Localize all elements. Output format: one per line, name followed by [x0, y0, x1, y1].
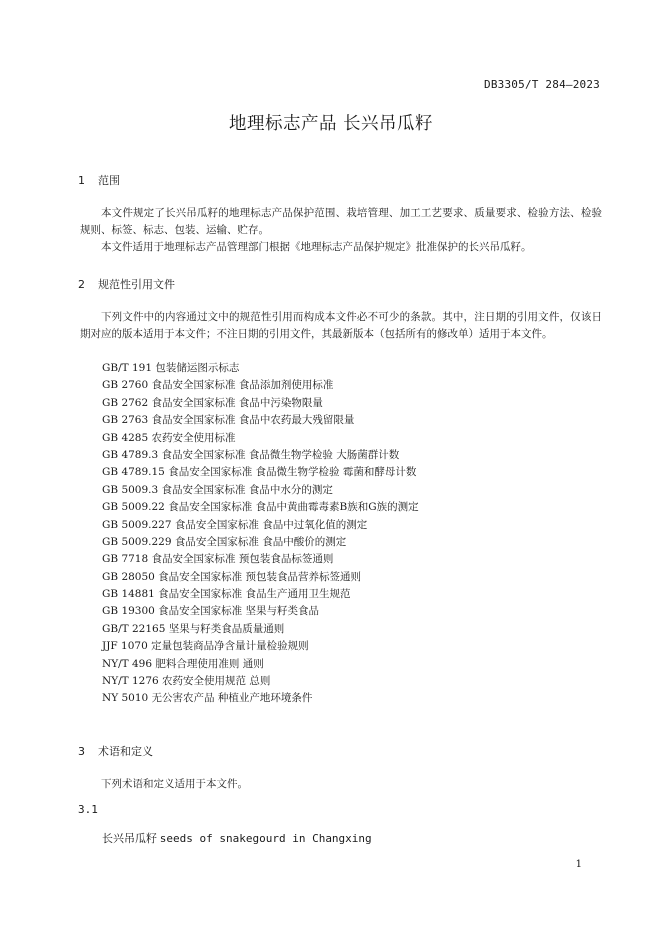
- section-number: 1: [78, 174, 85, 187]
- reference-item: NY 5010 无公害农产品 种植业产地环境条件: [102, 692, 313, 705]
- reference-item: GB 4789.3 食品安全国家标准 食品微生物学检验 大肠菌群计数: [102, 448, 400, 461]
- reference-item: GB 4285 农药安全使用标准: [102, 431, 236, 444]
- reference-item: GB 4789.15 食品安全国家标准 食品微生物学检验 霉菌和酵母计数: [102, 466, 417, 479]
- section-number: 3: [78, 745, 85, 758]
- reference-item: GB 5009.22 食品安全国家标准 食品中黄曲霉毒素B族和G族的测定: [102, 501, 419, 514]
- standard-number: DB3305/T 284—2023: [484, 78, 600, 91]
- term-chinese: 长兴吊瓜籽: [102, 832, 157, 845]
- section-heading-normative-refs: [78, 276, 175, 292]
- reference-item: GB 2762 食品安全国家标准 食品中污染物限量: [102, 396, 323, 409]
- reference-item: GB/T 191 包装储运图示标志: [102, 362, 240, 374]
- scope-paragraph-1: 本文件规定了长兴吊瓜籽的地理标志产品保护范围、栽培管理、加工工艺要求、质量要求、检验方法、检验规则、标签、标志、包装、运输、贮存。: [80, 207, 602, 236]
- section-number: 2: [78, 278, 85, 291]
- reference-item: GB 2760 食品安全国家标准 食品添加剂使用标准: [102, 379, 334, 392]
- section-title: 规范性引用文件: [98, 278, 175, 291]
- reference-item: GB 14881 食品安全国家标准 食品生产通用卫生规范: [102, 588, 351, 601]
- section-title: 范围: [98, 174, 120, 187]
- subsection-number: 3.1: [78, 803, 98, 816]
- reference-item: GB 7718 食品安全国家标准 预包装食品标签通则: [102, 553, 334, 566]
- reference-item: GB 5009.3 食品安全国家标准 食品中水分的测定: [102, 483, 333, 496]
- section-title: 术语和定义: [98, 745, 153, 758]
- page-number: 1: [575, 859, 582, 870]
- terms-intro: 下列术语和定义适用于本文件。: [101, 778, 248, 790]
- reference-item: JJF 1070 定量包装商品净含量计量检验规则: [102, 640, 309, 653]
- reference-item: GB 5009.229 食品安全国家标准 食品中酸价的测定: [102, 535, 347, 548]
- term-entry: [102, 830, 372, 846]
- reference-item: GB 5009.227 食品安全国家标准 食品中过氧化值的测定: [102, 518, 368, 531]
- reference-item: GB 2763 食品安全国家标准 食品中农药最大残留限量: [102, 414, 355, 427]
- scope-paragraph-2: 本文件适用于地理标志产品管理部门根据《地理标志产品保护规定》批准保护的长兴吊瓜籽。: [101, 241, 532, 253]
- reference-item: GB 28050 食品安全国家标准 预包装食品营养标签通则: [102, 570, 362, 583]
- reference-item: GB 19300 食品安全国家标准 坚果与籽类食品: [102, 605, 320, 618]
- reference-list: [102, 360, 419, 708]
- reference-item: NY/T 496 肥料合理使用准则 通则: [102, 657, 264, 670]
- reference-item: GB/T 22165 坚果与籽类食品质量通则: [102, 622, 285, 635]
- section-heading-scope: [78, 172, 120, 188]
- term-english: seeds of snakegourd in Changxing: [159, 832, 372, 845]
- section-heading-terms: [78, 743, 153, 759]
- document-title: 地理标志产品 长兴吊瓜籽: [228, 114, 434, 134]
- normative-refs-intro: 下列文件中的内容通过文中的规范性引用而构成本文件必不可少的条款。其中，注日期的引用文件，仅该日期对应的版本适用于本文件；不注日期的引用文件，其最新版本（包括所有的修改单）适用于本文件。: [80, 311, 602, 340]
- reference-item: NY/T 1276 农药安全使用规范 总则: [102, 675, 271, 688]
